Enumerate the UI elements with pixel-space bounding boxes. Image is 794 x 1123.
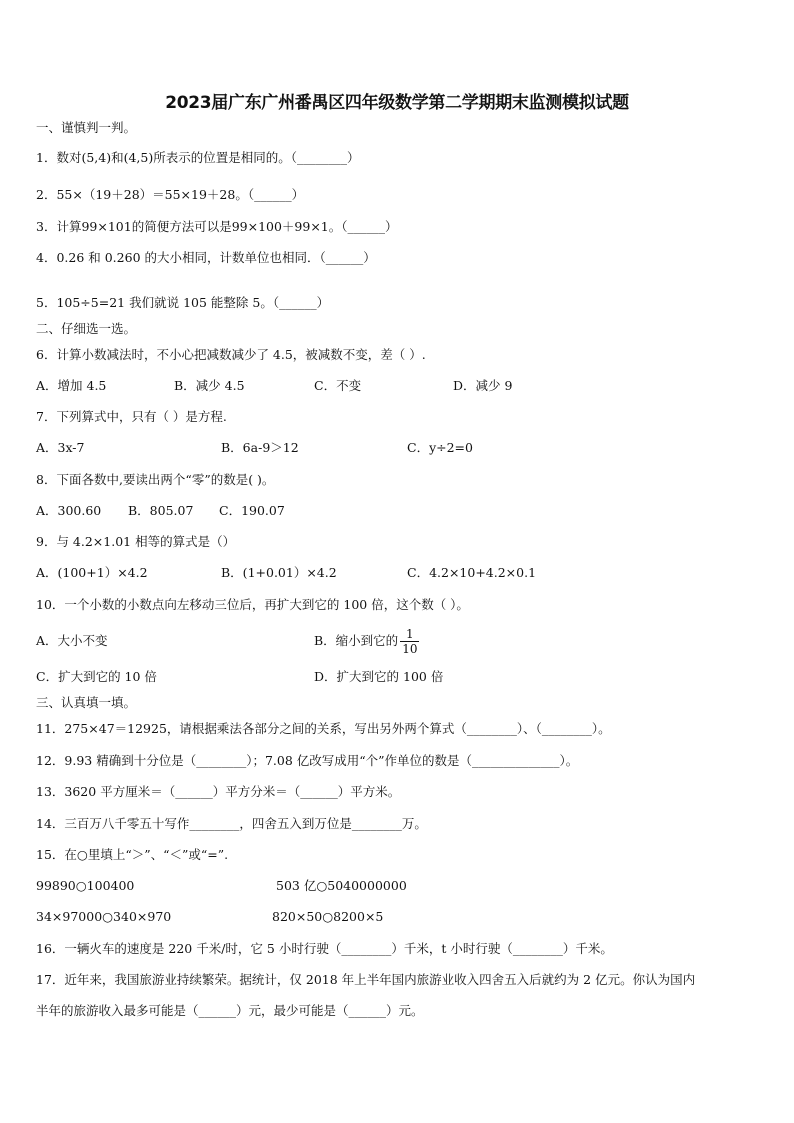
question-15-item-4: 820×50○8200×5 — [272, 909, 384, 924]
question-8-stem: 8．下面各数中,要读出两个“零”的数是( )。 — [36, 472, 275, 487]
question-5: 5．105÷5=21 我们就说 105 能整除 5。（______） — [36, 295, 330, 310]
section-heading-judge: 一、谨慎判一判。 — [36, 120, 137, 135]
question-9-option-a: A．(100+1）×4.2 — [36, 565, 148, 580]
question-4: 4．0.26 和 0.260 的大小相同，计数单位也相同．（______） — [36, 250, 376, 265]
question-6-option-a: A．增加 4.5 — [36, 378, 107, 393]
question-15-item-3: 34×97000○340×970 — [36, 909, 172, 924]
question-6-option-c: C．不变 — [314, 378, 362, 393]
fraction-one-tenth — [400, 627, 419, 656]
question-13: 13．3620 平方厘米＝（______）平方分米＝（______）平方米。 — [36, 784, 401, 799]
question-1: 1．数对(5,4)和(4,5)所表示的位置是相同的。（________） — [36, 150, 360, 165]
question-11: 11．275×47＝12925，请根据乘法各部分之间的关系，写出另外两个算式（________）、（________）。 — [36, 721, 611, 736]
question-7-option-a: A．3x-7 — [36, 440, 85, 455]
question-6-option-d: D．减少 9 — [453, 378, 513, 393]
section-heading-fill: 三、认真填一填。 — [36, 695, 137, 710]
question-8-option-a: A．300.60 — [36, 503, 102, 518]
question-10-option-a: A．大小不变 — [36, 633, 108, 648]
question-8-option-b: B．805.07 — [128, 503, 194, 518]
question-9-option-c: C．4.2×10+4.2×0.1 — [407, 565, 537, 580]
question-7-option-c: C．y÷2=0 — [407, 440, 473, 455]
question-15-stem: 15．在○里填上“＞”、“＜”或“=”. — [36, 847, 229, 862]
question-12: 12．9.93 精确到十分位是（________）；7.08 亿改写成用“个”作单位的数是（______________）。 — [36, 753, 579, 768]
question-10-stem: 10．一个小数的小数点向左移动三位后，再扩大到它的 100 倍，这个数（ ）。 — [36, 597, 469, 612]
question-7-option-b: B．6a-9＞12 — [221, 440, 299, 455]
question-17-line-1: 17．近年来，我国旅游业持续繁荣。据统计，仅 2018 年上半年国内旅游业收入四舍五入后就约为 2 亿元。你认为国内 — [36, 972, 696, 987]
fraction-denominator: 10 — [402, 642, 418, 656]
question-16: 16．一辆火车的速度是 220 千米/时，它 5 小时行驶（________）千米，t 小时行驶（________）千米。 — [36, 941, 613, 956]
question-15-item-1: 99890○100400 — [36, 878, 135, 893]
question-15-item-2: 503 亿○5040000000 — [276, 878, 407, 893]
fraction-numerator: 1 — [406, 627, 414, 641]
question-9-option-b: B．(1+0.01）×4.2 — [221, 565, 337, 580]
question-10-option-b — [314, 624, 419, 658]
question-9-stem: 9．与 4.2×1.01 相等的算式是（） — [36, 534, 236, 549]
question-10-option-b-text: B．缩小到它的 — [314, 633, 399, 648]
question-6-stem: 6．计算小数减法时，不小心把减数减少了 4.5，被减数不变，差（ ）. — [36, 347, 426, 362]
question-3: 3．计算99×101的简便方法可以是99×100＋99×1。（______） — [36, 219, 398, 234]
question-8-option-c: C．190.07 — [219, 503, 285, 518]
document-title: 2023届广东广州番禺区四年级数学第二学期期末监测模拟试题 — [165, 93, 629, 113]
question-14: 14．三百万八千零五十写作________，四舍五入到万位是________万。 — [36, 816, 427, 831]
question-7-stem: 7．下列算式中，只有（ ）是方程. — [36, 409, 227, 424]
section-heading-choose: 二、仔细选一选。 — [36, 321, 137, 336]
question-6-option-b: B．减少 4.5 — [174, 378, 245, 393]
question-10-option-c: C．扩大到它的 10 倍 — [36, 669, 157, 684]
question-2: 2．55×（19＋28）＝55×19＋28。（______） — [36, 187, 305, 202]
question-17-line-2: 半年的旅游收入最多可能是（______）元，最少可能是（______）元。 — [36, 1003, 424, 1018]
question-10-option-d: D．扩大到它的 100 倍 — [314, 669, 444, 684]
